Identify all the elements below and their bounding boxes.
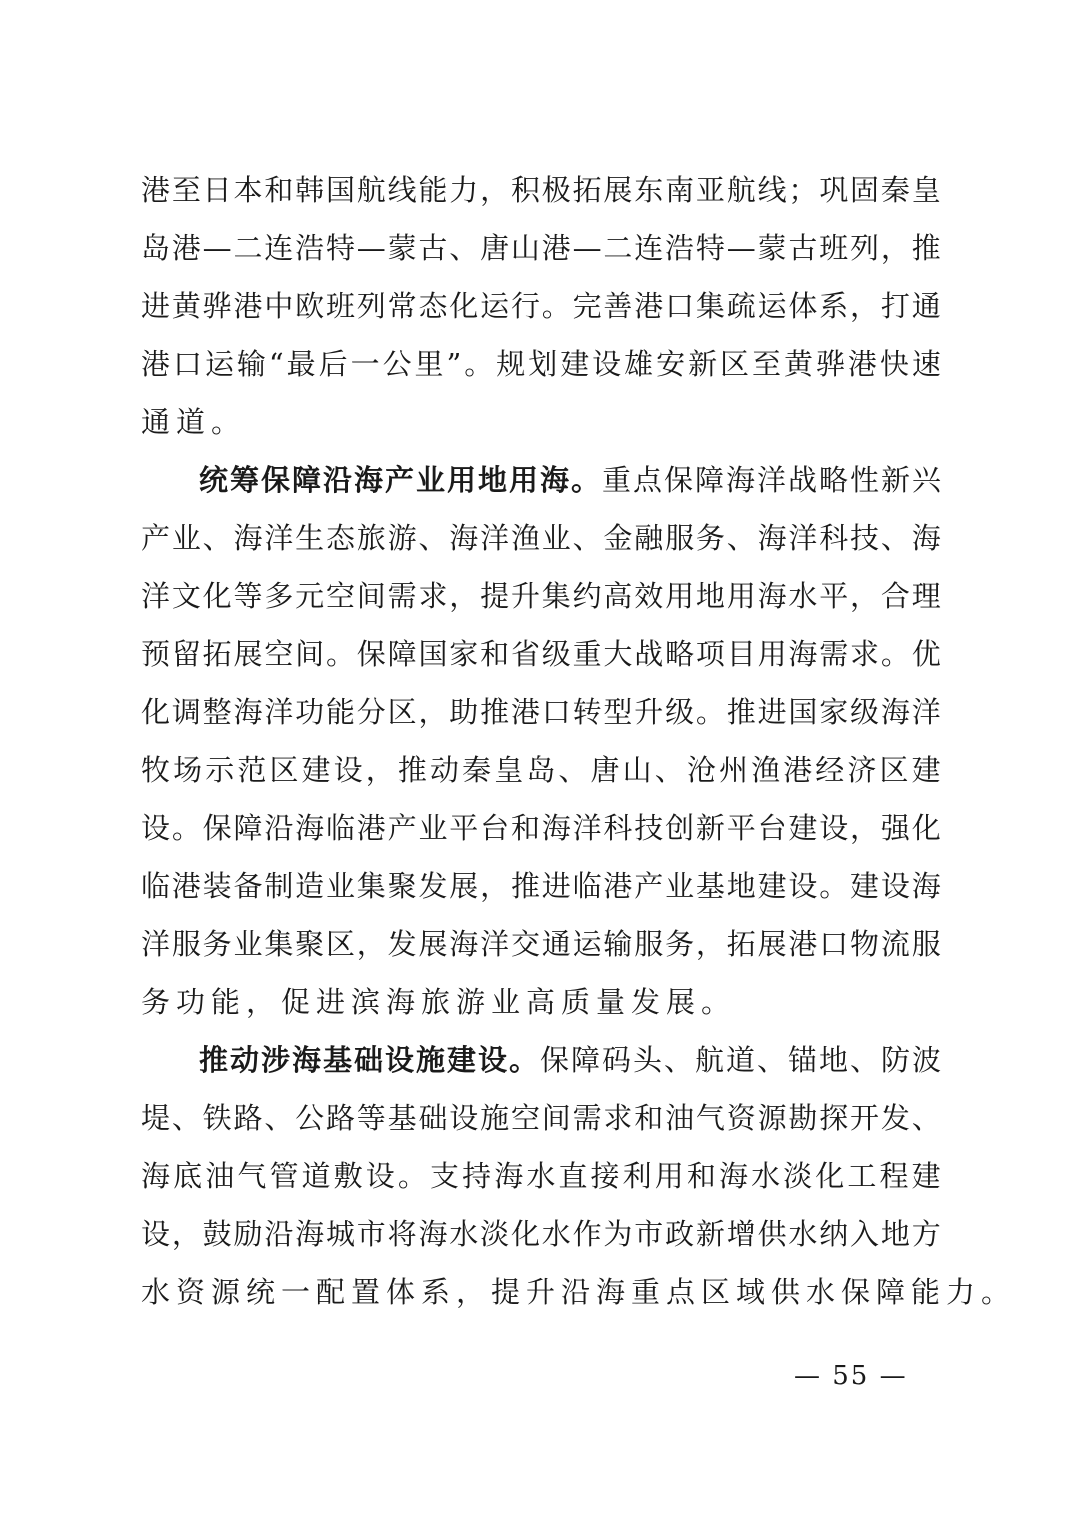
paragraph-3-line-3: 海 底 油 气 管 道 敷 设 。 支 持 海 水 直 接 利 用 和 海 水 淡 化 工 程 建	[141, 1159, 941, 1193]
paragraph-1-line-3: 进 黄 骅 港 中 欧 班 列 常 态 化 运 行 。 完 善 港 口 集 疏 运 体 系 ， 打 通	[141, 289, 941, 323]
paragraph-2-line-4: 预 留 拓 展 空 间 。 保 障 国 家 和 省 级 重 大 战 略 项 目 用 海 需 求 。 优	[141, 637, 941, 671]
paragraph-3-line-2: 堤 、 铁 路 、 公 路 等 基 础 设 施 空 间 需 求 和 油 气 资 源 勘 探 开 发 、	[141, 1101, 941, 1135]
paragraph-3-line-1	[141, 1040, 944, 1080]
paragraph-1-line-4: 港 口 运 输 “ 最 后 一 公 里 ” 。 规 划 建 设 雄 安 新 区 至 黄 骅 港 快 速	[141, 347, 941, 381]
paragraph-3-line-4: 设 ， 鼓 励 沿 海 城 市 将 海 水 淡 化 水 作 为 市 政 新 增 供 水 纳 入 地 方	[141, 1217, 941, 1251]
paragraph-2-line-2: 产 业 、 海 洋 生 态 旅 游 、 海 洋 渔 业 、 金 融 服 务 、 海 洋 科 技 、 海	[141, 521, 941, 555]
paragraph-2-line-9: 洋 服 务 业 集 聚 区 ， 发 展 海 洋 交 通 运 输 服 务 ， 拓 展 港 口 物 流 服	[141, 927, 941, 961]
paragraph-3-line-5: 水资源统一配置体系，提升沿海重点区域供水保障能力。	[141, 1275, 1017, 1309]
paragraph-3-first-line-text: 保障码头、航道、锚地、防波	[540, 1043, 944, 1077]
paragraph-2-line-3: 洋 文 化 等 多 元 空 间 需 求 ， 提 升 集 约 高 效 用 地 用 海 水 平 ， 合 理	[141, 579, 941, 613]
paragraph-1-line-2: 岛 港 — 二 连 浩 特 — 蒙 古 、 唐 山 港 — 二 连 浩 特 — 蒙 古 班 列 ， 推	[141, 231, 941, 265]
paragraph-2-heading: 统筹保障沿海产业用地用海。	[199, 463, 603, 497]
paragraph-2-line-1	[141, 460, 944, 500]
paragraph-2-line-7: 设 。 保 障 沿 海 临 港 产 业 平 台 和 海 洋 科 技 创 新 平 台 建 设 ， 强 化	[141, 811, 941, 845]
paragraph-2-line-8: 临 港 装 备 制 造 业 集 聚 发 展 ， 推 进 临 港 产 业 基 地 建 设 。 建 设 海	[141, 869, 941, 903]
paragraph-2-line-6: 牧 场 示 范 区 建 设 ， 推 动 秦 皇 岛 、 唐 山 、 沧 州 渔 港 经 济 区 建	[141, 753, 941, 787]
paragraph-2-first-line-text: 重点保障海洋战略性新兴	[602, 463, 944, 497]
paragraph-1-line-5: 通道。	[141, 405, 247, 439]
paragraph-2-line-5: 化 调 整 海 洋 功 能 分 区 ， 助 推 港 口 转 型 升 级 。 推 进 国 家 级 海 洋	[141, 695, 941, 729]
page-number: — 55 —	[794, 1361, 908, 1391]
paragraph-2-line-10: 务功能，促进滨海旅游业高质量发展。	[141, 985, 737, 1019]
paragraph-3-heading: 推动涉海基础设施建设。	[199, 1043, 541, 1077]
paragraph-1-line-1: 港 至 日 本 和 韩 国 航 线 能 力 ， 积 极 拓 展 东 南 亚 航 线 ； 巩 固 秦 皇	[141, 173, 941, 207]
